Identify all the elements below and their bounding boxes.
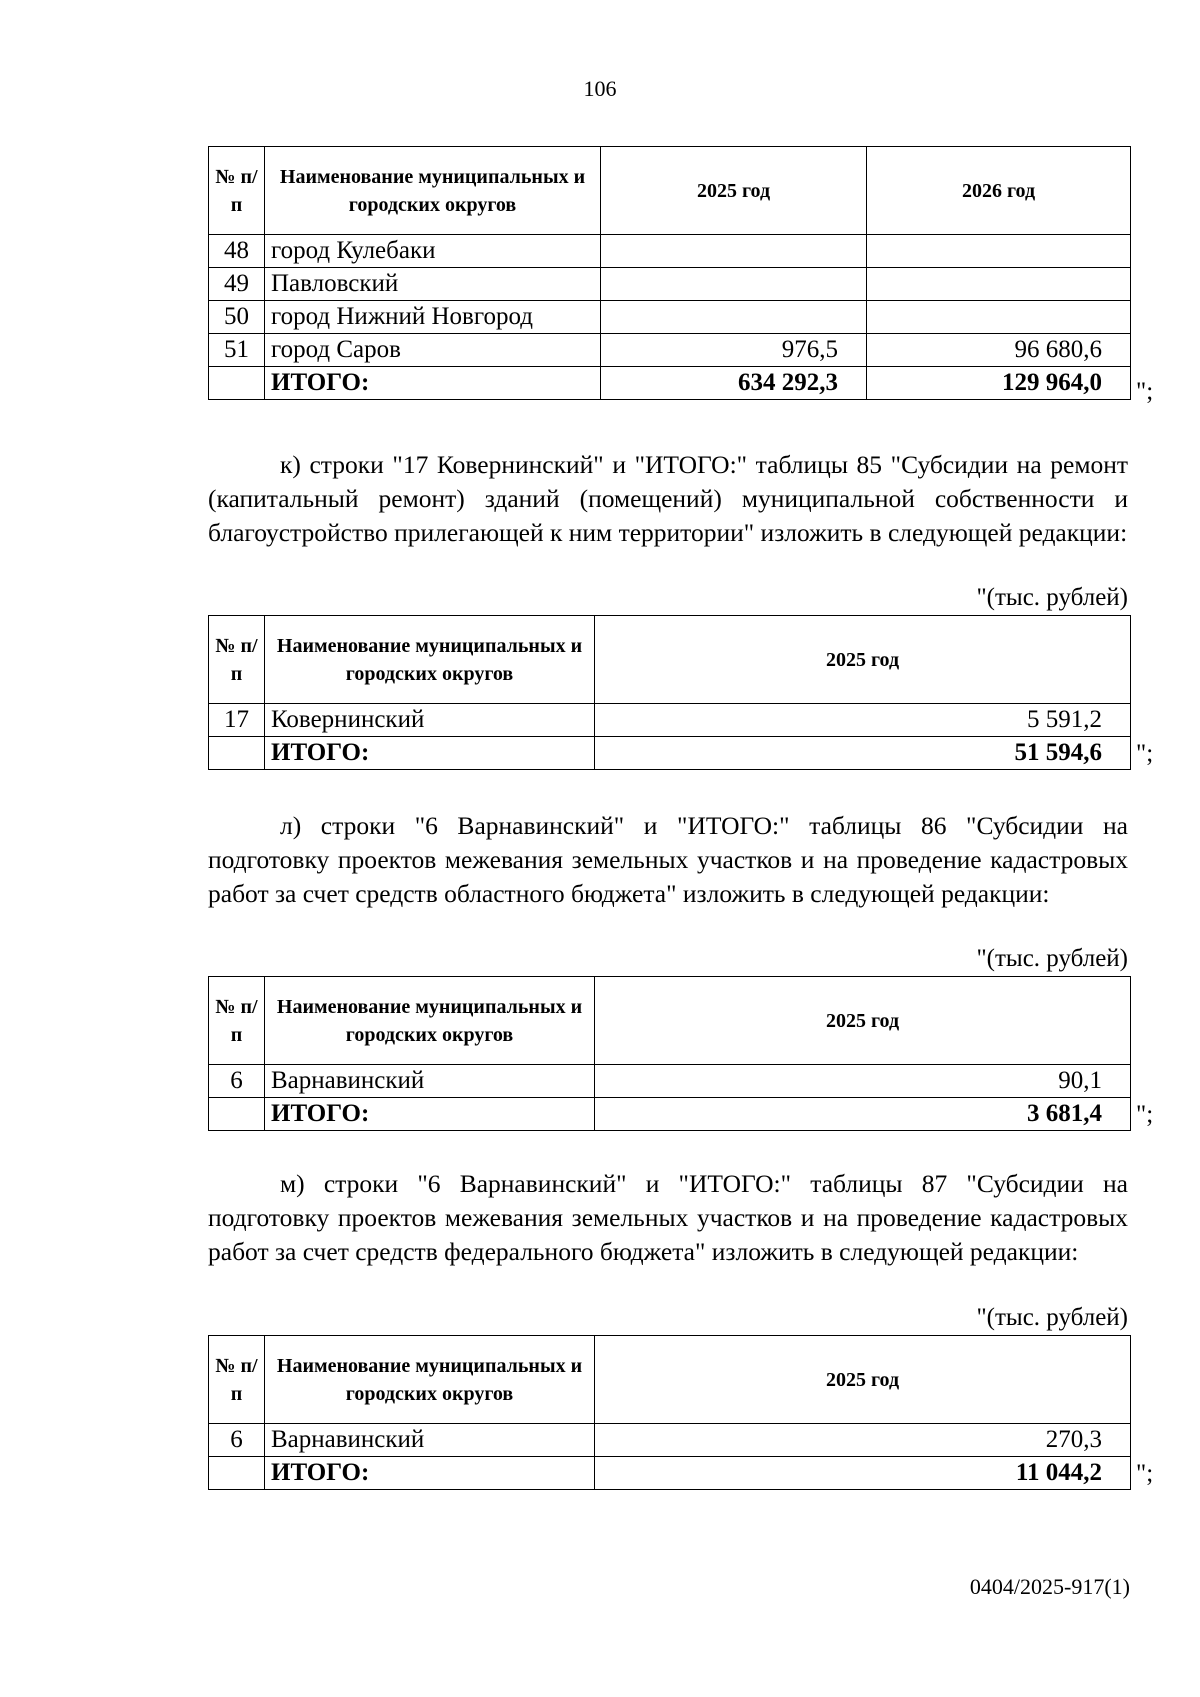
- row-name: город Нижний Новгород: [265, 301, 601, 334]
- closing-quote: ";: [1136, 1101, 1154, 1128]
- total-label: ИТОГО:: [265, 1457, 595, 1490]
- total-num: [209, 1457, 265, 1490]
- table-total-row: [209, 1098, 1131, 1131]
- row-2026: [867, 268, 1131, 301]
- table-row: [209, 334, 1131, 367]
- paragraph-m: [208, 1167, 1128, 1269]
- total-2025: 3 681,4: [595, 1098, 1131, 1131]
- row-2026: [867, 301, 1131, 334]
- row-num: 51: [209, 334, 265, 367]
- closing-quote: ";: [1136, 378, 1154, 405]
- table-total-row: [209, 1457, 1131, 1490]
- paragraph-l: [208, 809, 1128, 911]
- table-row: [209, 235, 1131, 268]
- closing-quote: ";: [1136, 740, 1154, 767]
- row-num: 6: [209, 1424, 265, 1457]
- header-name: Наименование муниципальных и городских округов: [265, 147, 601, 235]
- total-num: [209, 367, 265, 400]
- row-2026: 96 680,6: [867, 334, 1131, 367]
- header-2025: 2025 год: [595, 616, 1131, 704]
- total-label: ИТОГО:: [265, 1098, 595, 1131]
- table-header-row: [209, 616, 1131, 704]
- row-num: 17: [209, 704, 265, 737]
- unit-label: "(тыс. рублей): [976, 945, 1128, 972]
- table-85: [208, 615, 1131, 770]
- closing-quote: ";: [1136, 1460, 1154, 1487]
- row-name: Варнавинский: [265, 1065, 595, 1098]
- table-87: [208, 1335, 1131, 1490]
- row-name: Ковернинский: [265, 704, 595, 737]
- row-2025: [601, 235, 867, 268]
- row-num: 50: [209, 301, 265, 334]
- row-2025: 90,1: [595, 1065, 1131, 1098]
- total-num: [209, 737, 265, 770]
- total-num: [209, 1098, 265, 1131]
- header-2025: 2025 год: [601, 147, 867, 235]
- row-2025: 5 591,2: [595, 704, 1131, 737]
- table-86: [208, 976, 1131, 1131]
- table-header-row: [209, 147, 1131, 235]
- table-total-row: [209, 737, 1131, 770]
- table-header-row: [209, 1336, 1131, 1424]
- header-2025: 2025 год: [595, 1336, 1131, 1424]
- row-num: 49: [209, 268, 265, 301]
- table-row: [209, 268, 1131, 301]
- header-name: Наименование муниципальных и городских округов: [265, 1336, 595, 1424]
- row-2025: 976,5: [601, 334, 867, 367]
- header-2025: 2025 год: [595, 977, 1131, 1065]
- total-label: ИТОГО:: [265, 367, 601, 400]
- table-row: [209, 1065, 1131, 1098]
- paragraph-l-text: л) строки "6 Варнавинский" и "ИТОГО:" таблицы 86 "Субсидии на подготовку проектов межевания земельных участков и на проведение кадастровых работ за счет средств областного бюджета" изложить в следующей редакции:: [208, 811, 1128, 908]
- row-name: Павловский: [265, 268, 601, 301]
- header-num: № п/п: [209, 1336, 265, 1424]
- row-name: Варнавинский: [265, 1424, 595, 1457]
- header-num: № п/п: [209, 616, 265, 704]
- row-name: город Саров: [265, 334, 601, 367]
- paragraph-m-text: м) строки "6 Варнавинский" и "ИТОГО:" таблицы 87 "Субсидии на подготовку проектов межевания земельных участков и на проведение кадастровых работ за счет средств федерального бюджета" изложить в следующей редакции:: [208, 1169, 1128, 1266]
- total-2025: 11 044,2: [595, 1457, 1131, 1490]
- total-2025: 634 292,3: [601, 367, 867, 400]
- table-row: [209, 301, 1131, 334]
- total-label: ИТОГО:: [265, 737, 595, 770]
- row-2025: 270,3: [595, 1424, 1131, 1457]
- unit-label: "(тыс. рублей): [976, 1304, 1128, 1331]
- unit-label: "(тыс. рублей): [976, 584, 1128, 611]
- total-2026: 129 964,0: [867, 367, 1131, 400]
- header-name: Наименование муниципальных и городских округов: [265, 977, 595, 1065]
- header-num: № п/п: [209, 147, 265, 235]
- table-total-row: [209, 367, 1131, 400]
- header-num: № п/п: [209, 977, 265, 1065]
- paragraph-k-text: к) строки "17 Ковернинский" и "ИТОГО:" таблицы 85 "Субсидии на ремонт (капитальный ремонт) зданий (помещений) муниципальной собственности и благоустройство прилегающей к ним территории" изложить в следующей редакции:: [208, 450, 1128, 547]
- header-2026: 2026 год: [867, 147, 1131, 235]
- row-num: 6: [209, 1065, 265, 1098]
- table-row: [209, 1424, 1131, 1457]
- document-code: 0404/2025-917(1): [969, 1574, 1130, 1599]
- row-2025: [601, 301, 867, 334]
- table-row: [209, 704, 1131, 737]
- total-2025: 51 594,6: [595, 737, 1131, 770]
- row-name: город Кулебаки: [265, 235, 601, 268]
- row-2026: [867, 235, 1131, 268]
- row-num: 48: [209, 235, 265, 268]
- row-2025: [601, 268, 867, 301]
- table-header-row: [209, 977, 1131, 1065]
- header-name: Наименование муниципальных и городских округов: [265, 616, 595, 704]
- page-number: 106: [583, 76, 617, 101]
- table-subsidies-part: [208, 146, 1131, 400]
- paragraph-k: [208, 448, 1128, 550]
